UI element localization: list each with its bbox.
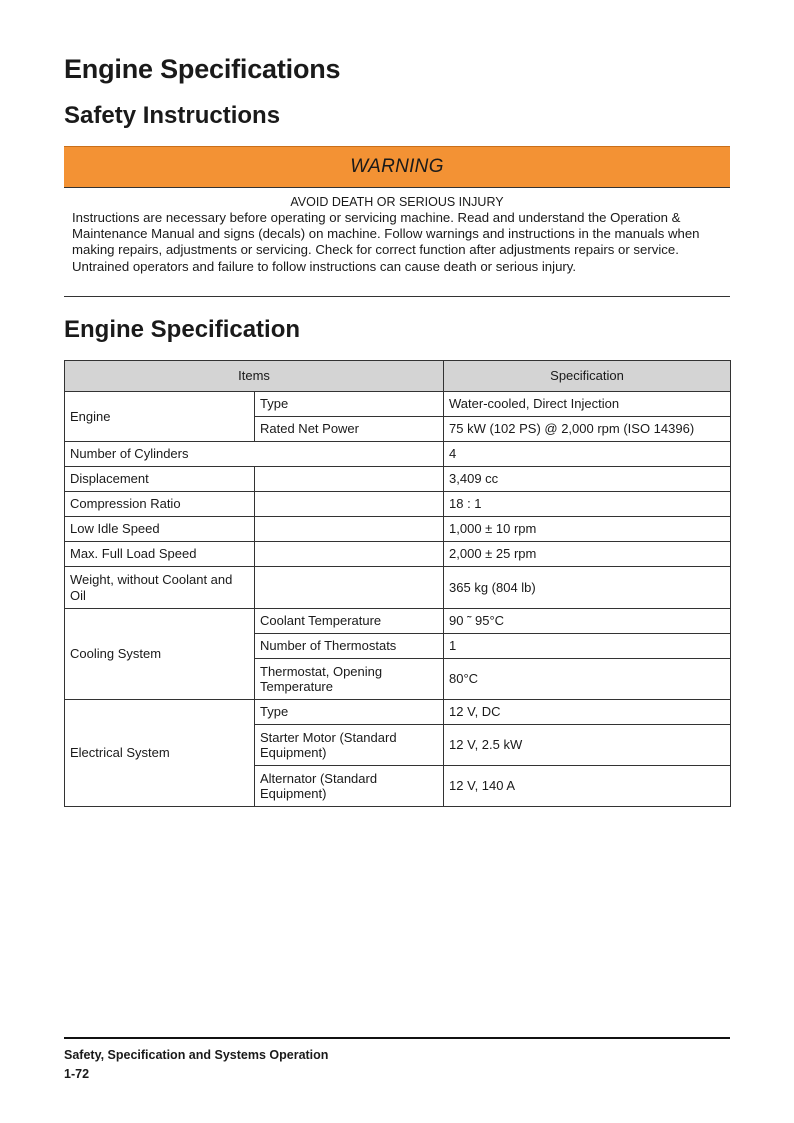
sub-label-starter: Starter Motor (Standard Equipment) [255, 725, 444, 766]
row-label-low-idle: Low Idle Speed [65, 517, 255, 542]
row-label-engine: Engine [65, 392, 255, 442]
table-row [65, 542, 731, 567]
warning-headline: AVOID DEATH OR SERIOUS INJURY [290, 195, 504, 209]
row-label-weight: Weight, without Coolant and Oil [65, 567, 255, 609]
table-row [65, 609, 731, 634]
value-alternator: 12 V, 140 A [444, 766, 731, 807]
row-label-electrical: Electrical System [65, 700, 255, 807]
table-row [65, 392, 731, 417]
table-row [65, 442, 731, 467]
empty-cell [255, 467, 444, 492]
sub-label-opening-temp: Thermostat, Opening Temperature [255, 659, 444, 700]
sub-label-electrical-type: Type [255, 700, 444, 725]
sub-label-engine-type: Type [255, 392, 444, 417]
table-row [65, 467, 731, 492]
warning-banner [64, 146, 730, 188]
empty-cell [255, 542, 444, 567]
warning-label: WARNING [350, 156, 444, 177]
table-row [65, 567, 731, 609]
warning-text: Instructions are necessary before operating or servicing machine. Read and understand the Operation & Maintenance Manual and signs (decals) on machine. Follow warnings and instructions in the manuals when making repairs, adjustments or servicing. Check for correct function after adjustments repairs or service. Untrained operators and failure to follow instructions can cause death or serious injury. [72, 210, 700, 274]
table-header-row [65, 361, 731, 392]
sub-label-alternator: Alternator (Standard Equipment) [255, 766, 444, 807]
table-row [65, 492, 731, 517]
value-full-load: 2,000 ± 25 rpm [444, 542, 731, 567]
table-row [65, 700, 731, 725]
row-label-cylinders: Number of Cylinders [65, 442, 444, 467]
col-header-specification: Specification [444, 361, 731, 392]
safety-instructions-heading: Safety Instructions [64, 102, 281, 129]
sub-label-coolant-temp: Coolant Temperature [255, 609, 444, 634]
footer-section-title: Safety, Specification and Systems Operation [64, 1048, 329, 1062]
footer-page-number: 1-72 [64, 1067, 90, 1081]
warning-body [64, 192, 730, 297]
sub-label-thermostats: Number of Thermostats [255, 634, 444, 659]
sub-label-rated-power: Rated Net Power [255, 417, 444, 442]
value-displacement: 3,409 cc [444, 467, 731, 492]
value-compression: 18 : 1 [444, 492, 731, 517]
value-engine-type: Water-cooled, Direct Injection [444, 392, 731, 417]
value-thermostats: 1 [444, 634, 731, 659]
value-cylinders: 4 [444, 442, 731, 467]
row-label-full-load: Max. Full Load Speed [65, 542, 255, 567]
empty-cell [255, 492, 444, 517]
value-rated-power: 75 kW (102 PS) @ 2,000 rpm (ISO 14396) [444, 417, 731, 442]
col-header-items: Items [65, 361, 444, 392]
value-opening-temp: 80°C [444, 659, 731, 700]
value-low-idle: 1,000 ± 10 rpm [444, 517, 731, 542]
value-electrical-type: 12 V, DC [444, 700, 731, 725]
empty-cell [255, 517, 444, 542]
engine-spec-table [64, 360, 731, 807]
row-label-compression: Compression Ratio [65, 492, 255, 517]
empty-cell [255, 567, 444, 609]
value-starter: 12 V, 2.5 kW [444, 725, 731, 766]
value-coolant-temp: 90 ˜ 95°C [444, 609, 731, 634]
table-row [65, 517, 731, 542]
row-label-cooling: Cooling System [65, 609, 255, 700]
row-label-displacement: Displacement [65, 467, 255, 492]
value-weight: 365 kg (804 lb) [444, 567, 731, 609]
footer-divider [64, 1037, 730, 1039]
page-title: Engine Specifications [64, 54, 341, 84]
engine-specification-heading: Engine Specification [64, 316, 301, 343]
